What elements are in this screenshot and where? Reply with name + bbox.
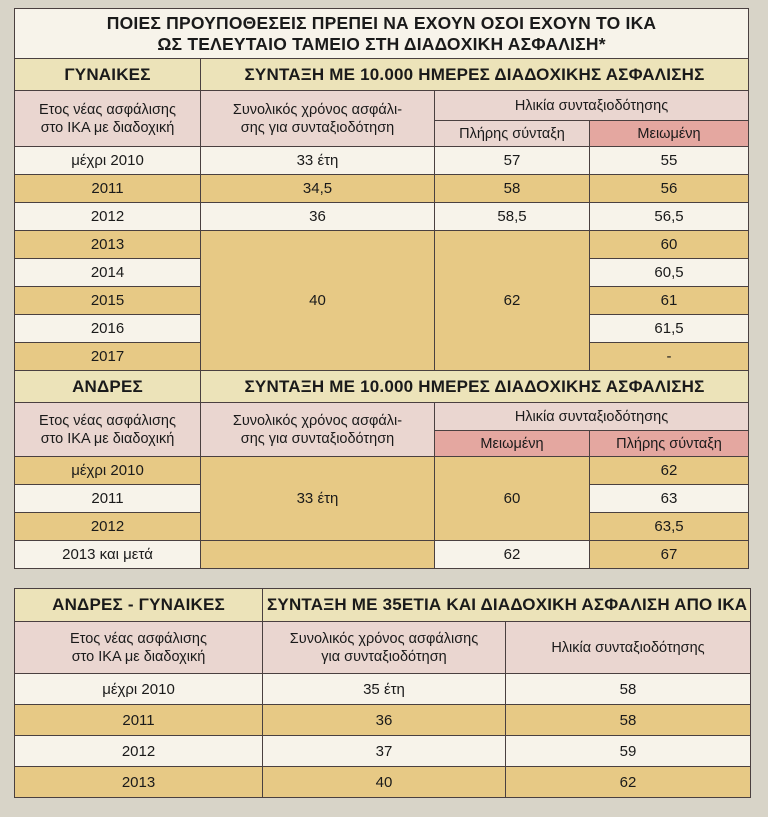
both-col-year — [15, 622, 263, 674]
men-col-total — [201, 403, 435, 457]
women-year: 2012 — [15, 203, 201, 231]
women-total: 34,5 — [201, 175, 435, 203]
both-col-year-line-1: Ετος νέας ασφάλισης — [70, 630, 207, 647]
women-year: 2017 — [15, 343, 201, 371]
both-age: 62 — [506, 767, 751, 798]
men-merged-reduced: 60 — [435, 457, 590, 541]
table-row — [15, 736, 751, 767]
both-col-total — [263, 622, 506, 674]
both-col-total-line-2: για συνταξιοδότηση — [321, 648, 447, 665]
table-row — [15, 147, 749, 175]
men-col-total-line-2: σης για συνταξιοδότηση — [240, 430, 395, 447]
men-col-reduced: Μειωμένη — [435, 431, 590, 457]
both-age: 59 — [506, 736, 751, 767]
women-year: 2015 — [15, 287, 201, 315]
men-total-empty — [201, 541, 435, 569]
both-section-title: ΣΥΝΤΑΞΗ ΜΕ 35ΕΤΙΑ ΚΑΙ ΔΙΑΔΟΧΙΚΗ ΑΣΦΑΛΙΣΗ ΑΠΟ ΙΚΑ — [263, 589, 751, 622]
men-full: 62 — [590, 457, 749, 485]
women-group-label: ΓΥΝΑΙΚΕΣ — [15, 59, 201, 91]
women-col-full: Πλήρης σύνταξη — [435, 121, 590, 147]
men-full: 63,5 — [590, 513, 749, 541]
women-reduced: - — [590, 343, 749, 371]
both-col-age: Ηλικία συνταξιοδότησης — [506, 622, 751, 674]
men-col-year-line-1: Ετος νέας ασφάλισης — [39, 412, 176, 429]
women-reduced: 56,5 — [590, 203, 749, 231]
women-year: 2014 — [15, 259, 201, 287]
women-merged-total: 40 — [201, 231, 435, 371]
men-year: μέχρι 2010 — [15, 457, 201, 485]
men-year: 2013 και μετά — [15, 541, 201, 569]
table-row — [15, 457, 749, 485]
men-col-age: Ηλικία συνταξιοδότησης — [435, 403, 749, 431]
women-reduced: 55 — [590, 147, 749, 175]
both-col-total-line-1: Συνολικός χρόνος ασφάλισης — [289, 630, 479, 647]
women-full: 58,5 — [435, 203, 590, 231]
both-year: 2012 — [15, 736, 263, 767]
women-year: 2011 — [15, 175, 201, 203]
both-col-year-line-2: στο ΙΚΑ με διαδοχική — [71, 648, 206, 665]
women-col-total-line-1: Συνολικός χρόνος ασφάλι- — [232, 101, 403, 118]
both-year: 2011 — [15, 705, 263, 736]
women-year: 2013 — [15, 231, 201, 259]
women-reduced: 61,5 — [590, 315, 749, 343]
both-year: μέχρι 2010 — [15, 674, 263, 705]
men-full: 67 — [590, 541, 749, 569]
men-reduced: 62 — [435, 541, 590, 569]
women-full: 57 — [435, 147, 590, 175]
table-row — [15, 705, 751, 736]
women-year: 2016 — [15, 315, 201, 343]
women-col-total — [201, 91, 435, 147]
men-group-label: ΑΝΔΡΕΣ — [15, 371, 201, 403]
table-row — [15, 541, 749, 569]
both-total: 37 — [263, 736, 506, 767]
women-col-year — [15, 91, 201, 147]
women-reduced: 56 — [590, 175, 749, 203]
both-group-label: ΑΝΔΡΕΣ - ΓΥΝΑΙΚΕΣ — [15, 589, 263, 622]
women-col-age: Ηλικία συνταξιοδότησης — [435, 91, 749, 121]
men-year: 2012 — [15, 513, 201, 541]
both-total: 40 — [263, 767, 506, 798]
men-section-title: ΣΥΝΤΑΞΗ ΜΕ 10.000 ΗΜΕΡΕΣ ΔΙΑΔΟΧΙΚΗΣ ΑΣΦΑΛΙΣΗΣ — [201, 371, 749, 403]
men-col-year — [15, 403, 201, 457]
women-full: 58 — [435, 175, 590, 203]
women-merged-full: 62 — [435, 231, 590, 371]
both-total: 35 έτη — [263, 674, 506, 705]
men-merged-total: 33 έτη — [201, 457, 435, 541]
women-reduced: 60 — [590, 231, 749, 259]
women-reduced: 60,5 — [590, 259, 749, 287]
both-year: 2013 — [15, 767, 263, 798]
title-line-1: ΠΟΙΕΣ ΠΡΟΥΠΟΘΕΣΕΙΣ ΠΡΕΠΕΙ ΝΑ ΕΧΟΥΝ ΟΣΟΙ ΕΧΟΥΝ ΤΟ ΙΚΑ — [106, 12, 657, 33]
table-row — [15, 767, 751, 798]
both-age: 58 — [506, 705, 751, 736]
men-col-full: Πλήρης σύνταξη — [590, 431, 749, 457]
both-age: 58 — [506, 674, 751, 705]
women-total: 36 — [201, 203, 435, 231]
men-women-35-years-table — [14, 588, 751, 798]
women-col-total-line-2: σης για συνταξιοδότηση — [240, 119, 395, 136]
title-line-2: ΩΣ ΤΕΛΕΥΤΑΙΟ ΤΑΜΕΙΟ ΣΤΗ ΔΙΑΔΟΧΙΚΗ ΑΣΦΑΛΙΣΗ* — [157, 33, 606, 54]
women-col-reduced: Μειωμένη — [590, 121, 749, 147]
table-row — [15, 674, 751, 705]
women-men-pension-table — [14, 8, 749, 569]
women-total: 33 έτη — [201, 147, 435, 175]
women-reduced: 61 — [590, 287, 749, 315]
men-col-total-line-1: Συνολικός χρόνος ασφάλι- — [232, 412, 403, 429]
men-full: 63 — [590, 485, 749, 513]
women-col-year-line-1: Ετος νέας ασφάλισης — [39, 101, 176, 118]
table-row — [15, 231, 749, 259]
table-row — [15, 175, 749, 203]
both-total: 36 — [263, 705, 506, 736]
women-section-title: ΣΥΝΤΑΞΗ ΜΕ 10.000 ΗΜΕΡΕΣ ΔΙΑΔΟΧΙΚΗΣ ΑΣΦΑΛΙΣΗΣ — [201, 59, 749, 91]
table-row — [15, 203, 749, 231]
women-col-year-line-2: στο ΙΚΑ με διαδοχική — [40, 119, 175, 136]
women-year: μέχρι 2010 — [15, 147, 201, 175]
men-year: 2011 — [15, 485, 201, 513]
table-title — [15, 9, 749, 59]
men-col-year-line-2: στο ΙΚΑ με διαδοχική — [40, 430, 175, 447]
